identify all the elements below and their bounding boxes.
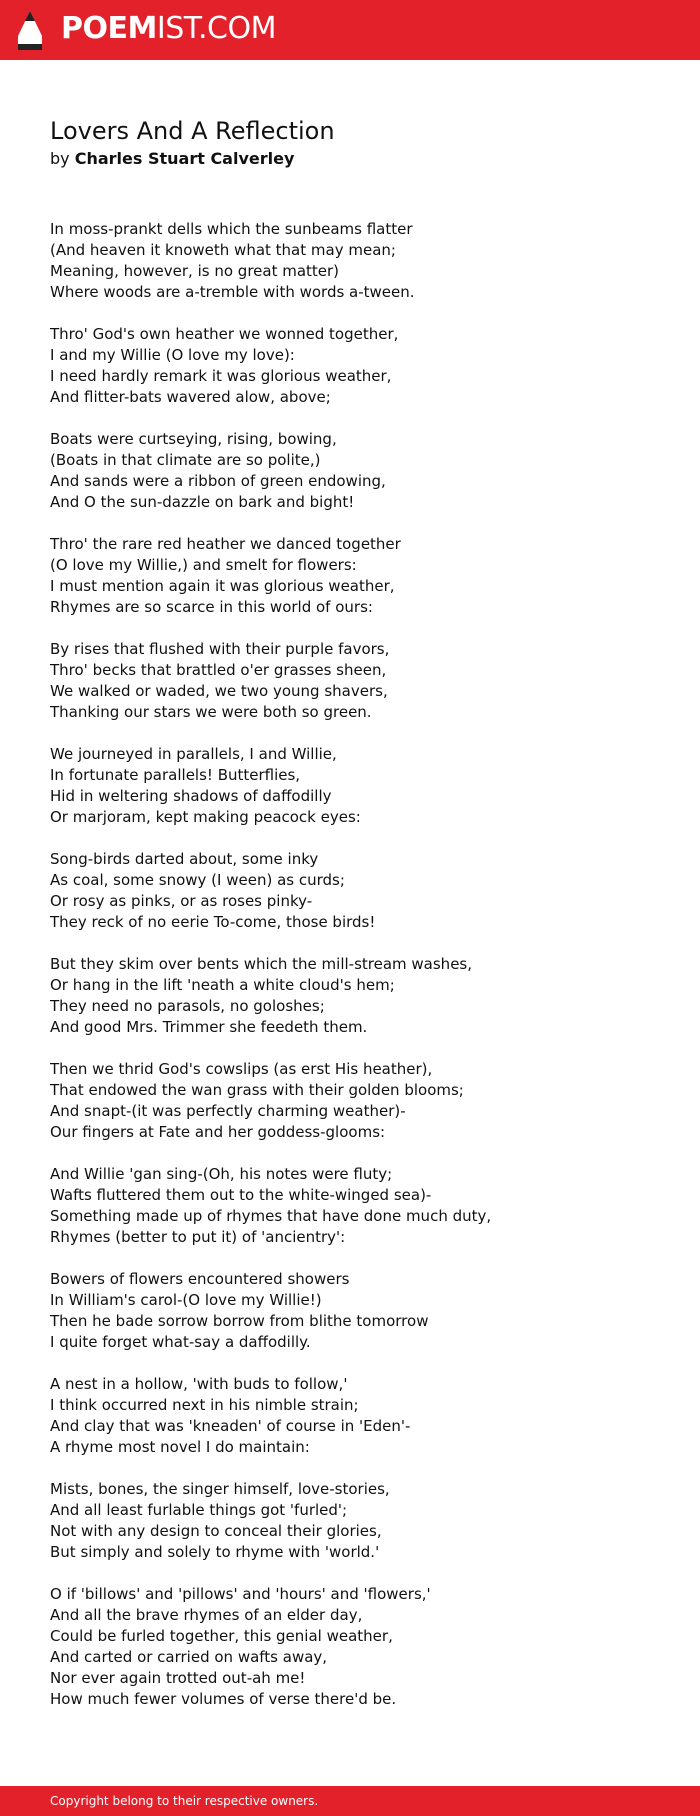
- site-logo[interactable]: [61, 9, 276, 49]
- poem-line: And good Mrs. Trimmer she feedeth them.: [50, 1018, 368, 1036]
- poem-line: A rhyme most novel I do maintain:: [50, 1438, 310, 1456]
- poem-line: Not with any design to conceal their glories,: [50, 1522, 382, 1540]
- poem-line: But simply and solely to rhyme with 'world.': [50, 1543, 380, 1561]
- poem-stanza: [50, 1479, 650, 1563]
- poem-stanza: [50, 1584, 650, 1710]
- poem-line: I must mention again it was glorious weather,: [50, 577, 395, 595]
- poem-line: (O love my Willie,) and smelt for flowers:: [50, 556, 357, 574]
- poem-line: Thro' the rare red heather we danced together: [50, 535, 401, 553]
- poem-line: In fortunate parallels! Butterflies,: [50, 766, 301, 784]
- poem-line: And flitter-bats wavered alow, above;: [50, 388, 331, 406]
- poem-line: We walked or waded, we two young shavers,: [50, 682, 388, 700]
- poem-line: Bowers of flowers encountered showers: [50, 1270, 350, 1288]
- copyright-text: Copyright belong to their respective owners.: [50, 1794, 319, 1808]
- poem-line: They reck of no eerie To-come, those birds!: [50, 913, 376, 931]
- poem-line: Where woods are a-tremble with words a-tween.: [50, 283, 415, 301]
- poem-line: That endowed the wan grass with their golden blooms;: [50, 1081, 464, 1099]
- poem-stanza: [50, 1164, 650, 1248]
- poem-line: (Boats in that climate are so polite,): [50, 451, 321, 469]
- poem-line: They need no parasols, no goloshes;: [50, 997, 325, 1015]
- poem-line: We journeyed in parallels, I and Willie,: [50, 745, 337, 763]
- poem-line: Mists, bones, the singer himself, love-stories,: [50, 1480, 390, 1498]
- poem-stanza: [50, 639, 650, 723]
- poem-stanza: [50, 1374, 650, 1458]
- byline-prefix: by: [50, 149, 70, 168]
- poem-line: O if 'billows' and 'pillows' and 'hours' and 'flowers,': [50, 1585, 431, 1603]
- poem-body: [50, 219, 650, 1731]
- poem-line: By rises that flushed with their purple favors,: [50, 640, 390, 658]
- poem-line: Our fingers at Fate and her goddess-glooms:: [50, 1123, 386, 1141]
- poem-line: And clay that was 'kneaden' of course in 'Eden'-: [50, 1417, 411, 1435]
- poem-line: Something made up of rhymes that have done much duty,: [50, 1207, 492, 1225]
- poem-stanza: [50, 849, 650, 933]
- poem-line: How much fewer volumes of verse there'd be.: [50, 1690, 397, 1708]
- poem-stanza: [50, 744, 650, 828]
- poem-line: In William's carol-(O love my Willie!): [50, 1291, 322, 1309]
- poem-line: Then we thrid God's cowslips (as erst His heather),: [50, 1060, 433, 1078]
- poem-line: Rhymes (better to put it) of 'ancientry':: [50, 1228, 346, 1246]
- poem-stanza: [50, 429, 650, 513]
- poem-line: I think occurred next in his nimble strain;: [50, 1396, 359, 1414]
- poem-stanza: [50, 954, 650, 1038]
- poem-line: Could be furled together, this genial weather,: [50, 1627, 393, 1645]
- poem-line: And carted or carried on wafts away,: [50, 1648, 328, 1666]
- poem-line: In moss-prankt dells which the sunbeams flatter: [50, 220, 413, 238]
- poem-line: Song-birds darted about, some inky: [50, 850, 319, 868]
- author-name[interactable]: Charles Stuart Calverley: [74, 149, 295, 168]
- poem-line: And all the brave rhymes of an elder day,: [50, 1606, 363, 1624]
- poem-line: As coal, some snowy (I ween) as curds;: [50, 871, 345, 889]
- poem-line: Hid in weltering shadows of daffodilly: [50, 787, 332, 805]
- poem-line: Meaning, however, is no great matter): [50, 262, 340, 280]
- poem-line: And snapt-(it was perfectly charming weather)-: [50, 1102, 406, 1120]
- site-footer: [0, 1786, 700, 1816]
- poem-line: And O the sun-dazzle on bark and bight!: [50, 493, 355, 511]
- logo-text-strong: POEM: [61, 11, 157, 46]
- poem-line: And all least furlable things got 'furled';: [50, 1501, 348, 1519]
- poem-line: Or marjoram, kept making peacock eyes:: [50, 808, 361, 826]
- logo-text-light: IST.COM: [156, 11, 276, 46]
- poem-title: Lovers And A Reflection: [50, 117, 335, 145]
- poem-line: I quite forget what-say a daffodilly.: [50, 1333, 311, 1351]
- poem-stanza: [50, 534, 650, 618]
- poem-line: Thro' God's own heather we wonned together,: [50, 325, 399, 343]
- poem-stanza: [50, 219, 650, 303]
- poem-line: Nor ever again trotted out-ah me!: [50, 1669, 306, 1687]
- pencil-logo-icon[interactable]: [16, 10, 44, 52]
- poem-line: I need hardly remark it was glorious weather,: [50, 367, 392, 385]
- poem-line: Thanking our stars we were both so green.: [50, 703, 372, 721]
- poem-line: Then he bade sorrow borrow from blithe tomorrow: [50, 1312, 429, 1330]
- poem-line: I and my Willie (O love my love):: [50, 346, 295, 364]
- poem-line: A nest in a hollow, 'with buds to follow,': [50, 1375, 348, 1393]
- poem-line: Boats were curtseying, rising, bowing,: [50, 430, 337, 448]
- poem-line: But they skim over bents which the mill-stream washes,: [50, 955, 472, 973]
- site-header: [0, 0, 700, 60]
- poem-line: (And heaven it knoweth what that may mean;: [50, 241, 396, 259]
- poem-stanza: [50, 1269, 650, 1353]
- poem-line: Wafts fluttered them out to the white-winged sea)-: [50, 1186, 432, 1204]
- poem-line: And sands were a ribbon of green endowing,: [50, 472, 386, 490]
- poem-line: And Willie 'gan sing-(Oh, his notes were fluty;: [50, 1165, 393, 1183]
- poem-line: Or rosy as pinks, or as roses pinky-: [50, 892, 313, 910]
- poem-line: Rhymes are so scarce in this world of ours:: [50, 598, 373, 616]
- poem-stanza: [50, 1059, 650, 1143]
- poem-line: Or hang in the lift 'neath a white cloud's hem;: [50, 976, 395, 994]
- poem-line: Thro' becks that brattled o'er grasses sheen,: [50, 661, 387, 679]
- poem-byline: [50, 148, 294, 170]
- poem-stanza: [50, 324, 650, 408]
